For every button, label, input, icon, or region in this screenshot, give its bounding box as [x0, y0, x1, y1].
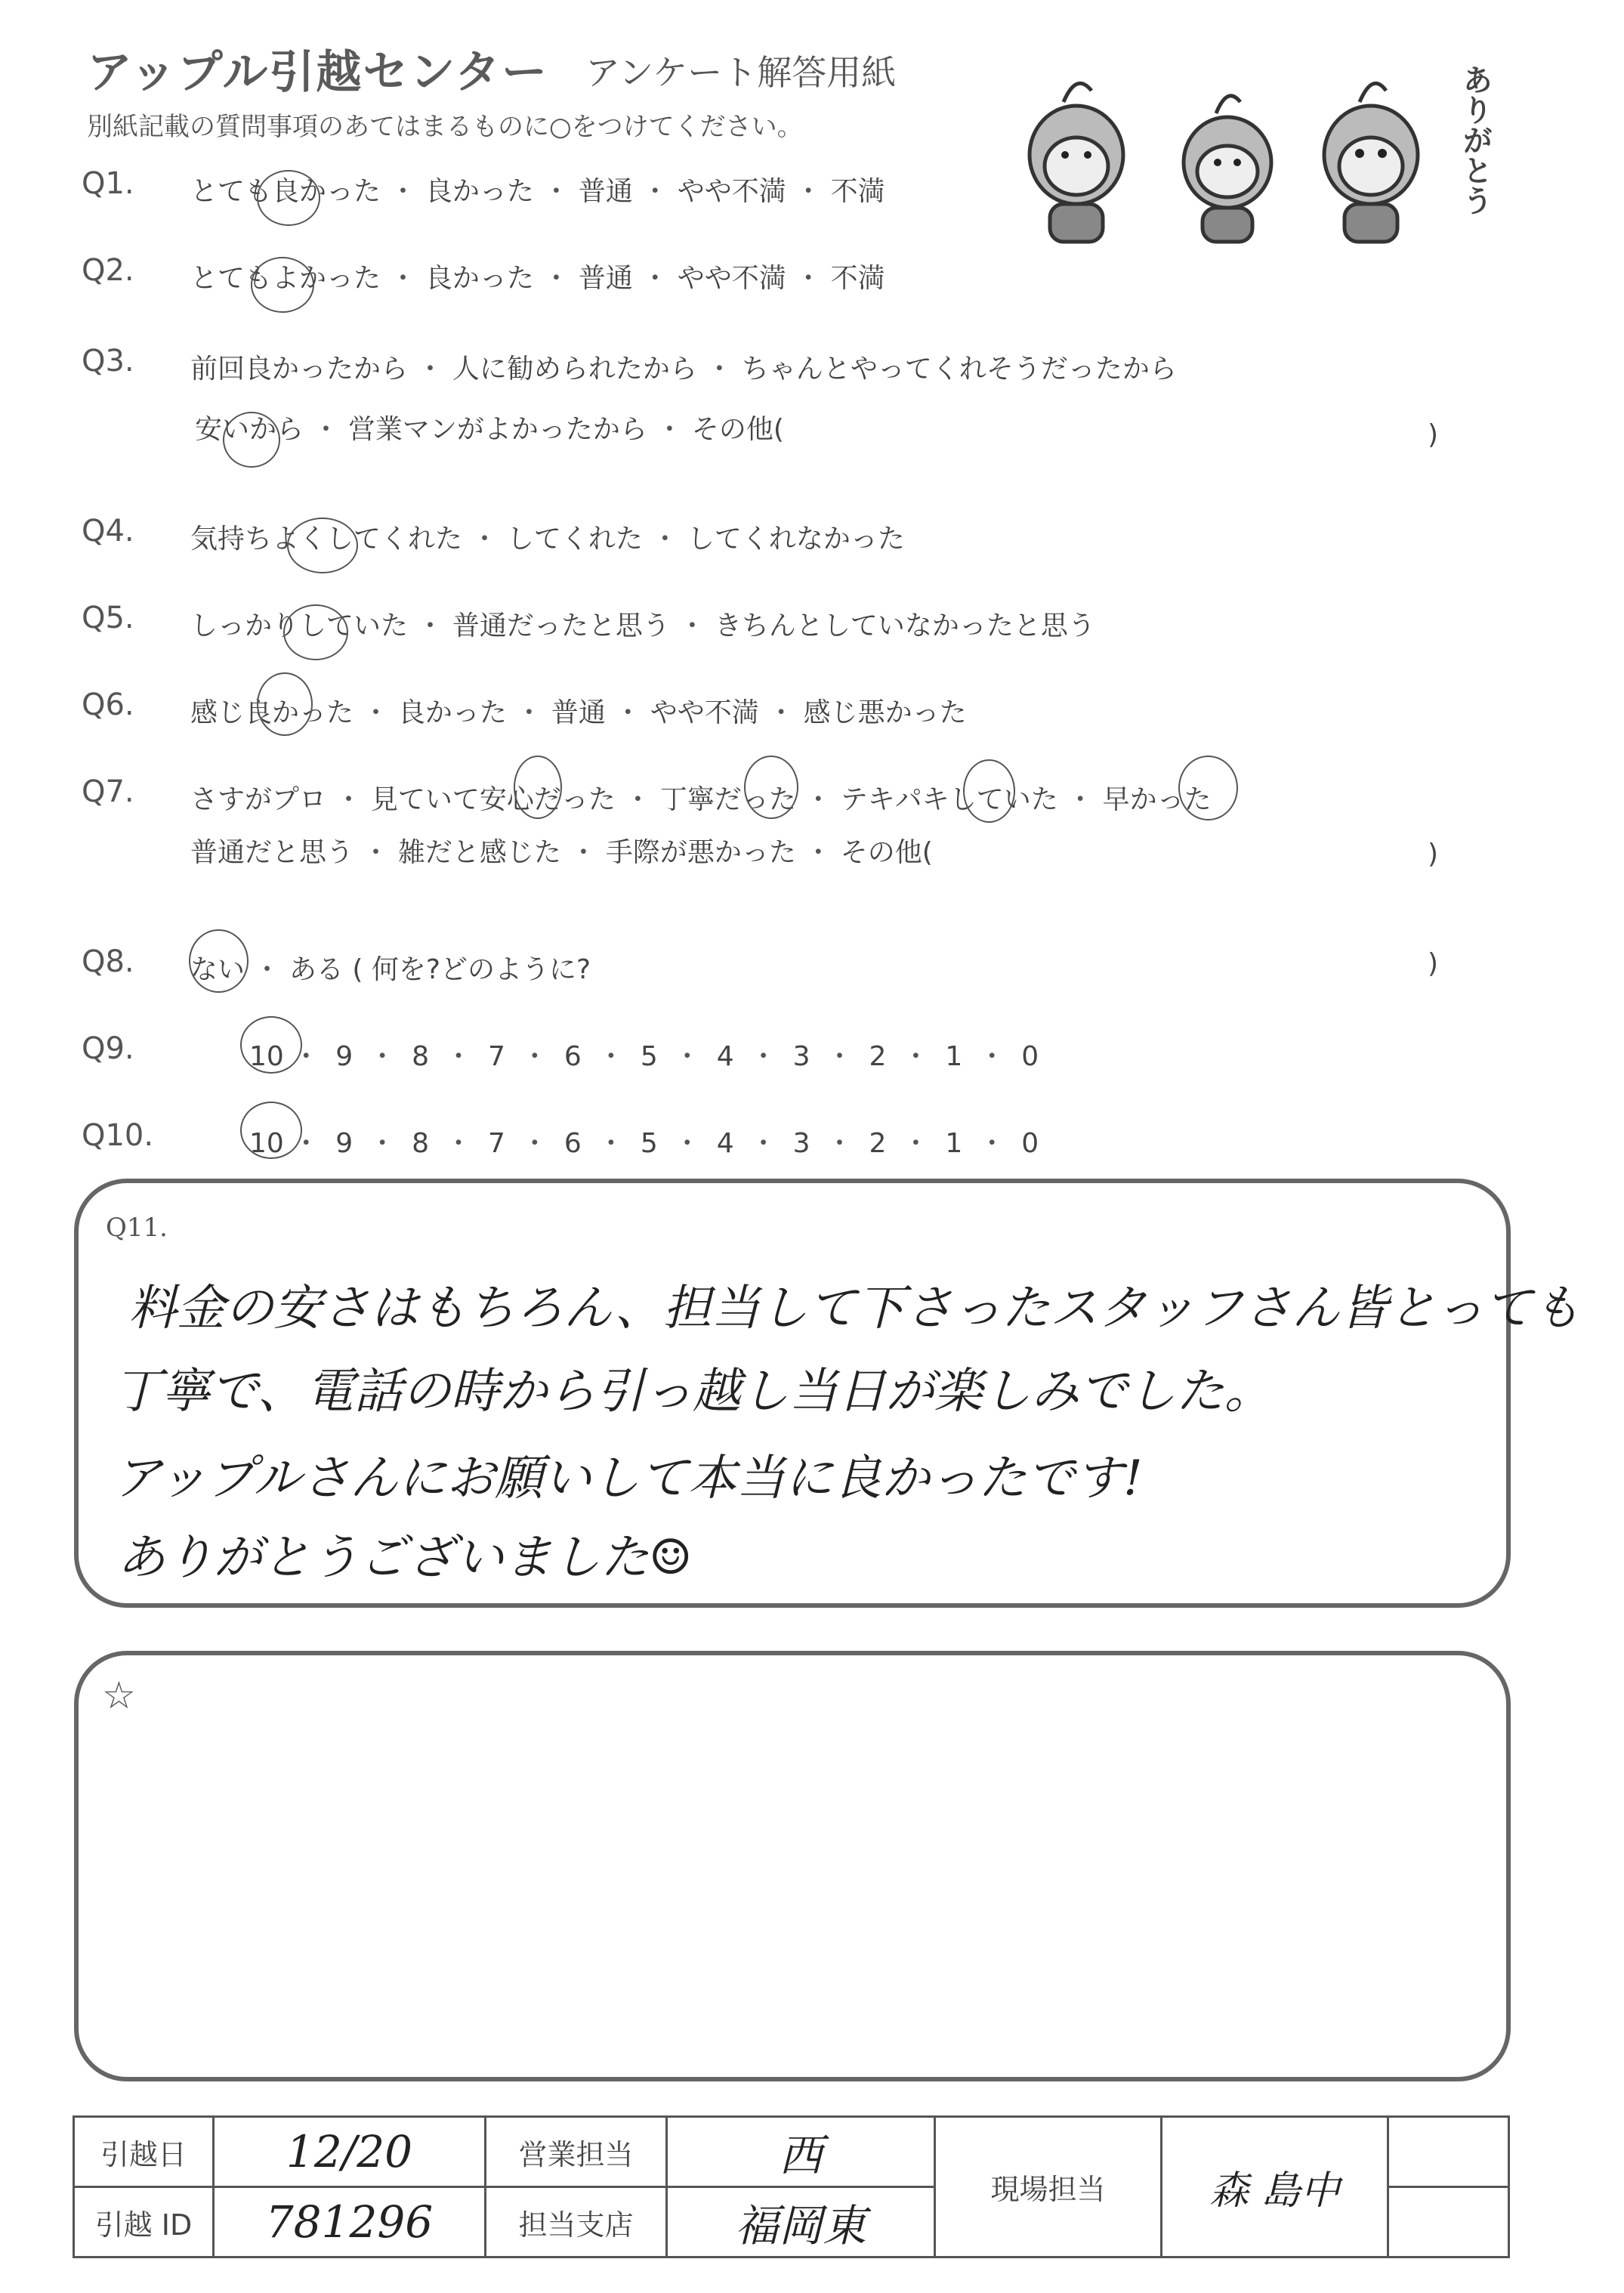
answer-option[interactable]: 1	[945, 1041, 963, 1072]
separator-dot: ・	[408, 354, 452, 385]
separator-dot: ・	[665, 1128, 710, 1159]
separator-dot: ・	[381, 176, 425, 207]
answer-option[interactable]: その他(	[691, 414, 784, 445]
answer-option[interactable]: 4	[716, 1041, 734, 1072]
separator-dot: ・	[381, 263, 425, 294]
q11-handwriting-line: アップルさんにお願いして本当に良かったです!	[113, 1451, 1143, 1507]
question-label: Q9.	[82, 1031, 134, 1066]
answer-option[interactable]: きちんとしていなかったと思う	[714, 610, 1095, 641]
instruction-text: 別紙記載の質問事項のあてはまるものに○をつけてください。	[87, 112, 803, 142]
answer-option[interactable]: 7	[488, 1041, 505, 1072]
option-row	[190, 948, 591, 987]
answer-option[interactable]: 雑だと感じた	[397, 837, 561, 868]
answer-option[interactable]: 不満	[830, 176, 885, 207]
answer-mark	[283, 604, 348, 660]
answer-option[interactable]: とてもよかった	[190, 263, 381, 294]
separator-dot: ・	[893, 1128, 938, 1159]
answer-option[interactable]: 良かった	[425, 176, 534, 207]
separator-dot: ・	[408, 610, 452, 641]
q11-handwriting-line: 料金の安さはもちろん、担当して下さったスタッフさん皆とっても	[128, 1281, 1581, 1337]
answer-option[interactable]: 普通だと思う	[190, 837, 354, 868]
answer-option[interactable]: 普通だったと思う	[452, 610, 670, 641]
option-row	[190, 348, 1177, 386]
star-icon: ☆	[102, 1673, 136, 1717]
answer-option[interactable]: 丁寧だった	[659, 784, 796, 815]
separator-dot: ・	[326, 784, 371, 815]
separator-dot: ・	[436, 1128, 481, 1159]
answer-option[interactable]: 早かった	[1102, 784, 1212, 815]
separator-dot: ・	[817, 1128, 862, 1159]
question-label: Q10.	[82, 1118, 154, 1153]
answer-option[interactable]: テキパキしていた	[840, 784, 1058, 815]
answer-option[interactable]: 3	[792, 1128, 810, 1159]
notes-box	[74, 1651, 1511, 2081]
answer-option[interactable]: しっかりしていた	[190, 610, 409, 641]
separator-dot: ・	[588, 1128, 634, 1159]
answer-option[interactable]: 1	[945, 1128, 963, 1159]
branch-value: 福岡東	[667, 2187, 935, 2257]
q11-label: Q11.	[106, 1213, 168, 1243]
separator-dot: ・	[533, 263, 579, 294]
answer-option[interactable]: ちゃんとやってくれそうだったから	[741, 354, 1177, 385]
separator-dot: ・	[354, 837, 398, 868]
answer-option[interactable]: 5	[640, 1041, 658, 1072]
answer-mark	[257, 672, 313, 736]
answer-option[interactable]: 人に勧められたから	[452, 354, 697, 385]
answer-mark	[257, 170, 320, 226]
separator-dot: ・	[632, 263, 678, 294]
answer-option[interactable]: してくれなかった	[687, 524, 905, 555]
site-label: 現場担当	[935, 2117, 1162, 2257]
option-row	[249, 1122, 1046, 1160]
answer-mark	[1178, 756, 1238, 820]
move-id-label: 引越 ID	[74, 2187, 214, 2257]
answer-option[interactable]: 良かった	[425, 263, 534, 294]
move-id-value: 781296	[214, 2187, 486, 2257]
answer-option[interactable]: 普通	[578, 263, 633, 294]
mascot-monkeys-icon	[1005, 57, 1488, 246]
footer-table	[73, 2115, 1510, 2258]
answer-option[interactable]: 普通	[551, 697, 606, 728]
separator-dot: ・	[696, 354, 742, 385]
answer-option[interactable]: 10	[249, 1128, 284, 1159]
question-label: Q1.	[82, 166, 134, 201]
separator-dot: ・	[462, 524, 507, 555]
separator-dot: ・	[969, 1128, 1014, 1159]
separator-dot: ・	[741, 1128, 786, 1159]
answer-option[interactable]: 7	[488, 1128, 505, 1159]
answer-option[interactable]: ある ( 何を?どのように?	[289, 954, 591, 985]
separator-dot: ・	[560, 837, 606, 868]
closing-paren: )	[1428, 839, 1439, 870]
answer-option[interactable]: 5	[640, 1128, 658, 1159]
closing-paren: )	[1428, 948, 1439, 979]
answer-option[interactable]: 2	[869, 1128, 887, 1159]
answer-option[interactable]: 前回良かったから	[190, 354, 409, 385]
answer-option[interactable]: 感じ悪かった	[803, 697, 967, 728]
answer-option[interactable]: 普通	[578, 176, 633, 207]
move-date-value: 12/20	[214, 2117, 486, 2187]
option-row	[190, 831, 933, 870]
separator-dot: ・	[506, 697, 551, 728]
separator-dot: ・	[605, 697, 650, 728]
separator-dot: ・	[893, 1041, 938, 1072]
answer-option[interactable]: してくれた	[506, 524, 643, 555]
site-value: 森 島中	[1162, 2117, 1388, 2257]
answer-option[interactable]: 8	[412, 1128, 430, 1159]
question-label: Q7.	[82, 774, 134, 809]
separator-dot: ・	[360, 1128, 405, 1159]
separator-dot: ・	[632, 176, 678, 207]
answer-option[interactable]: 手際が悪かった	[605, 837, 796, 868]
question-label: Q6.	[82, 688, 134, 722]
q11-handwriting-line: ありがとうございました☺	[117, 1530, 693, 1586]
answer-mark	[189, 929, 249, 993]
separator-dot: ・	[741, 1041, 786, 1072]
separator-dot: ・	[795, 837, 841, 868]
separator-dot: ・	[436, 1041, 481, 1072]
separator-dot: ・	[669, 610, 715, 641]
sales-label: 営業担当	[486, 2117, 667, 2187]
separator-dot: ・	[786, 263, 831, 294]
answer-mark	[240, 1102, 302, 1159]
answer-option[interactable]: 4	[716, 1128, 734, 1159]
answer-option[interactable]: やや不満	[677, 263, 786, 294]
answer-option[interactable]: とても良かった	[190, 176, 381, 207]
answer-option[interactable]: 安いから	[195, 414, 304, 445]
separator-dot: ・	[360, 1041, 405, 1072]
move-date-label: 引越日	[74, 2117, 214, 2187]
separator-dot: ・	[304, 414, 348, 445]
separator-dot: ・	[786, 176, 831, 207]
brand-title: アップル引越センター	[87, 46, 548, 99]
answer-option[interactable]: 6	[563, 1041, 582, 1072]
form-subtitle: アンケート解答用紙	[585, 52, 897, 93]
separator-dot: ・	[665, 1041, 710, 1072]
separator-dot: ・	[817, 1041, 862, 1072]
separator-dot: ・	[533, 176, 579, 207]
answer-option[interactable]: 0	[1021, 1041, 1039, 1072]
separator-dot: ・	[283, 1128, 329, 1159]
answer-option[interactable]: 良かった	[397, 697, 507, 728]
sales-value: 西	[667, 2117, 935, 2187]
answer-option[interactable]: やや不満	[677, 176, 786, 207]
question-label: Q3.	[82, 344, 134, 379]
answer-option[interactable]: 2	[869, 1041, 887, 1072]
answer-option[interactable]: その他(	[840, 837, 933, 868]
option-row	[190, 778, 1212, 817]
answer-option[interactable]: 6	[563, 1128, 582, 1159]
branch-label: 担当支店	[486, 2187, 667, 2257]
footer-empty-cell	[1388, 2187, 1509, 2257]
answer-option[interactable]: 0	[1021, 1128, 1039, 1159]
separator-dot: ・	[758, 697, 804, 728]
separator-dot: ・	[245, 954, 289, 985]
option-row	[195, 408, 784, 447]
answer-mark	[223, 412, 280, 468]
closing-paren: )	[1428, 419, 1439, 450]
question-label: Q8.	[82, 944, 134, 979]
mascot-caption: ありがとう	[1458, 64, 1493, 215]
answer-option[interactable]: 9	[335, 1128, 354, 1159]
answer-option[interactable]: 8	[412, 1041, 430, 1072]
answer-mark	[514, 756, 562, 819]
answer-option[interactable]: 営業マンがよかったから	[347, 414, 647, 445]
answer-mark	[251, 257, 314, 313]
separator-dot: ・	[1057, 784, 1103, 815]
answer-mark	[287, 518, 358, 573]
answer-option[interactable]: やや不満	[650, 697, 759, 728]
separator-dot: ・	[283, 1041, 329, 1072]
separator-dot: ・	[588, 1041, 634, 1072]
separator-dot: ・	[354, 697, 398, 728]
answer-mark	[744, 756, 798, 819]
separator-dot: ・	[512, 1128, 557, 1159]
answer-mark	[240, 1016, 302, 1074]
separator-dot: ・	[647, 414, 692, 445]
separator-dot: ・	[642, 524, 687, 555]
answer-option[interactable]: 気持ちよくしてくれた	[190, 524, 463, 555]
answer-option[interactable]: さすがプロ	[190, 784, 327, 815]
q11-handwriting-line: 丁寧で、電話の時から引っ越し当日が楽しみでした。	[113, 1364, 1273, 1420]
separator-dot: ・	[969, 1041, 1014, 1072]
separator-dot: ・	[512, 1041, 557, 1072]
answer-option[interactable]: 見ていて安心だった	[370, 784, 616, 815]
answer-option[interactable]: 感じ良かった	[190, 697, 354, 728]
footer-empty-cell	[1388, 2117, 1509, 2187]
question-label: Q5.	[82, 601, 134, 635]
answer-option[interactable]: 9	[335, 1041, 354, 1072]
separator-dot: ・	[615, 784, 660, 815]
question-label: Q2.	[82, 253, 134, 288]
answer-option[interactable]: 10	[249, 1041, 284, 1072]
answer-option[interactable]: 3	[792, 1041, 810, 1072]
answer-option[interactable]: ない	[190, 954, 245, 985]
separator-dot: ・	[795, 784, 841, 815]
option-row	[249, 1035, 1046, 1074]
answer-option[interactable]: 不満	[830, 263, 885, 294]
answer-mark	[963, 759, 1015, 823]
question-label: Q4.	[82, 514, 134, 549]
